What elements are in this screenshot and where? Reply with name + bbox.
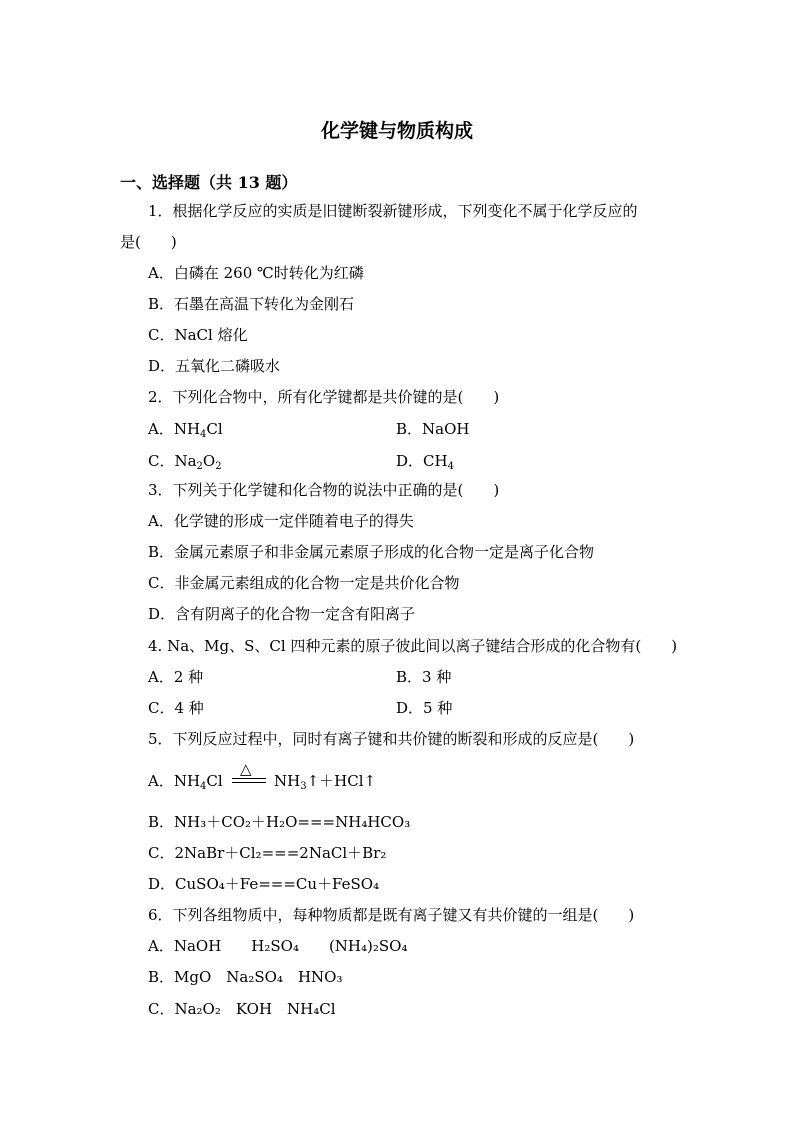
question-2-option-a: A．$NH_4Cl$ (148, 420, 223, 440)
reaction-equals-line-top (232, 778, 266, 779)
question-4-option-d: D．5 种 (396, 699, 453, 717)
question-4-stem: 4. Na、Mg、S、Cl 四种元素的原子彼此间以离子键结合形成的化合物有( ) (148, 637, 678, 655)
question-1-option-a: A．白磷在 260 ℃时转化为红磷 (148, 264, 364, 282)
question-3-option-a: A．化学键的形成一定伴随着电子的得失 (148, 512, 414, 530)
question-2-option-d: D．$CH_4$ (396, 452, 454, 472)
question-2-option-c: C．$Na_2O_2$ (148, 452, 222, 472)
question-2-stem: 2．下列化合物中，所有化学键都是共价键的是( ) (148, 388, 500, 406)
question-1-option-b: B．石墨在高温下转化为金刚石 (148, 295, 355, 313)
question-1-stem-cont: 是( ) (120, 233, 177, 251)
question-4-option-c: C．4 种 (148, 699, 204, 717)
question-3-stem: 3．下列关于化学键和化合物的说法中正确的是( ) (148, 481, 500, 499)
question-1-option-d: D．五氧化二磷吸水 (148, 357, 281, 375)
question-6-option-a: A．NaOH H₂SO₄ (NH₄)₂SO₄ (148, 937, 408, 955)
question-5-option-d: D．CuSO₄＋Fe===Cu＋FeSO₄ (148, 875, 380, 893)
question-1-option-c: C．NaCl 熔化 (148, 326, 248, 344)
reaction-equals-line-bottom (232, 782, 266, 783)
question-5-stem: 5．下列反应过程中，同时有离子键和共价键的断裂和形成的反应是( ) (148, 730, 635, 748)
question-4-option-b: B．3 种 (396, 668, 452, 686)
question-4-option-a: A．2 种 (148, 668, 204, 686)
question-2-option-b: B．NaOH (396, 420, 470, 438)
question-5-option-a-products: $NH_3↑+HCl↑$ (274, 772, 377, 792)
section-heading: 一、选择题（共 13 题） (120, 173, 298, 192)
question-3-option-d: D．含有阴离子的化合物一定含有阳离子 (148, 605, 416, 623)
page-title: 化学键与物质构成 (320, 120, 473, 142)
question-5-option-a-reactant: A．$NH_4Cl$ (148, 772, 223, 792)
question-6-option-b: B．MgO Na₂SO₄ HNO₃ (148, 968, 343, 986)
heat-symbol: △ (240, 760, 252, 778)
question-3-option-c: C．非金属元素组成的化合物一定是共价化合物 (148, 574, 460, 592)
question-3-option-b: B．金属元素原子和非金属元素原子形成的化合物一定是离子化合物 (148, 543, 595, 561)
question-6-stem: 6．下列各组物质中，每种物质都是既有离子键又有共价键的一组是( ) (148, 906, 635, 924)
question-1-stem: 1．根据化学反应的实质是旧键断裂新键形成，下列变化不属于化学反应的 (148, 202, 638, 220)
question-6-option-c: C．Na₂O₂ KOH NH₄Cl (148, 1000, 336, 1018)
question-5-option-b: B．NH₃＋CO₂＋H₂O===NH₄HCO₃ (148, 813, 411, 831)
question-5-option-c: C．2NaBr＋Cl₂===2NaCl＋Br₂ (148, 844, 387, 862)
